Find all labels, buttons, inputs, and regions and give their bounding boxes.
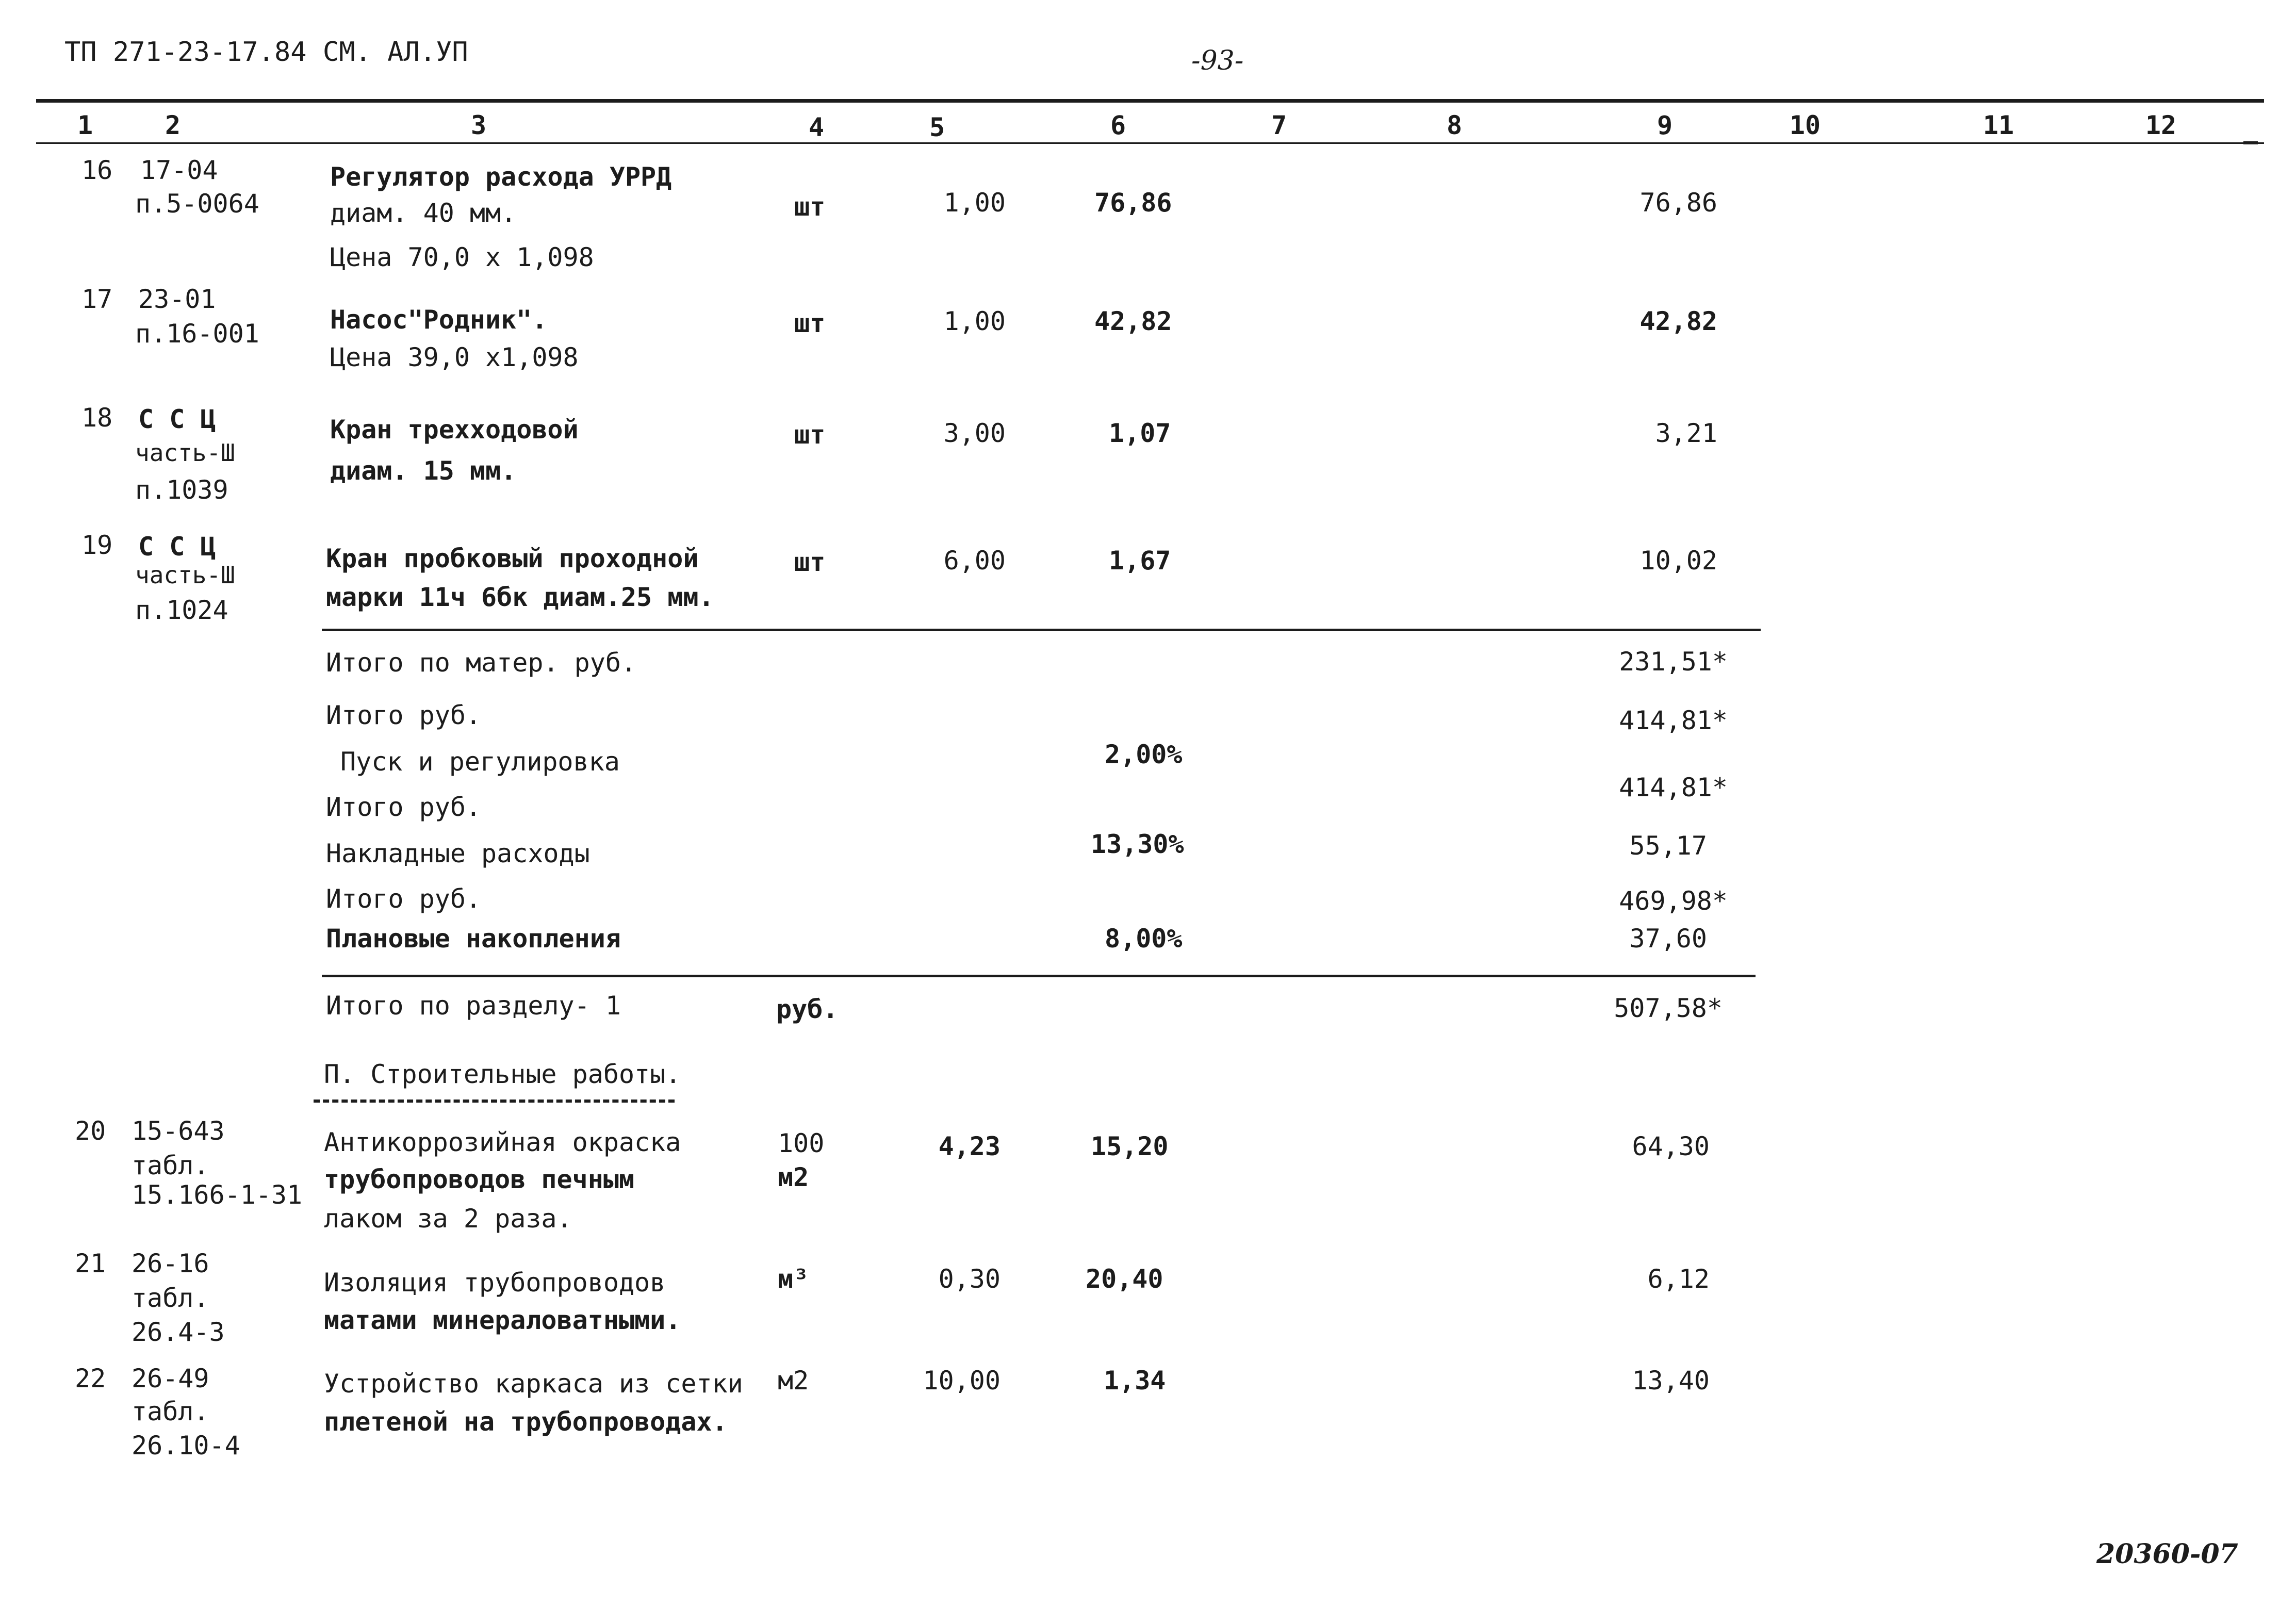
column-header: 6	[1110, 110, 1126, 140]
cell-description: Насос"Родник".	[330, 305, 548, 335]
cell-total: 42,82	[1639, 306, 1717, 336]
section-title: П. Строительные работы.	[324, 1059, 681, 1089]
summary-label: Итого руб.	[326, 700, 482, 730]
summary-total: 414,81*	[1619, 705, 1728, 735]
summary-label: Накладные расходы	[326, 839, 590, 868]
column-header: 4	[808, 112, 825, 142]
cell-code: 15.166-1-31	[132, 1180, 303, 1210]
cell-unit: м³	[778, 1264, 809, 1294]
section-total-unit: руб.	[776, 994, 839, 1024]
summary-label: Итого руб.	[326, 792, 482, 822]
cell-total: 3,21	[1655, 418, 1717, 448]
cell-description: Кран трехходовой	[330, 415, 579, 445]
column-header: 2	[165, 110, 181, 140]
cell-quantity: 6,00	[943, 546, 1006, 576]
cell-description: Регулятор расхода УРРД	[330, 162, 672, 192]
cell-price: 76,86	[1094, 188, 1172, 218]
cell-unit: шт	[794, 192, 826, 222]
cell-code: табл.	[132, 1283, 209, 1313]
summary-label: Пуск и регулировка	[340, 747, 620, 777]
column-header: 9	[1657, 110, 1673, 140]
cell-description: плетеной на трубопроводах.	[324, 1407, 728, 1437]
cell-code: 17-04	[140, 155, 218, 185]
cell-quantity: 3,00	[943, 418, 1006, 448]
cell-description: Цена 39,0 х1,098	[330, 342, 579, 372]
cell-quantity: 0,30	[938, 1264, 1001, 1294]
cell-description: матами минераловатными.	[324, 1305, 681, 1335]
column-header: 7	[1271, 110, 1287, 140]
cell-code: 15-643	[132, 1116, 225, 1146]
cell-code: 26.4-3	[132, 1317, 225, 1347]
row-number: 22	[75, 1364, 106, 1393]
subtotal-rule	[322, 629, 1761, 631]
column-header: 10	[1789, 110, 1821, 140]
row-number: 16	[81, 155, 113, 185]
footer-code: 20360-07	[2096, 1538, 2238, 1570]
cell-code: часть-Ш	[135, 439, 235, 467]
cell-total: 64,30	[1632, 1131, 1710, 1161]
header-underline	[36, 142, 2264, 144]
cell-price: 15,20	[1091, 1131, 1169, 1161]
cell-total: 6,12	[1647, 1264, 1710, 1294]
cell-code: табл.	[132, 1151, 209, 1180]
cell-description: диам. 40 мм.	[330, 198, 517, 228]
page-number: -93-	[1191, 45, 1244, 76]
column-header: 11	[1982, 110, 2014, 140]
column-header: 8	[1446, 110, 1463, 140]
cell-description: трубопроводов печным	[324, 1164, 635, 1194]
row-number: 20	[75, 1116, 106, 1146]
section-total-value: 507,58*	[1614, 993, 1723, 1023]
cell-unit: 100	[778, 1128, 825, 1158]
cell-unit: шт	[794, 420, 826, 450]
cell-quantity: 1,00	[943, 188, 1006, 218]
cell-code: 26-49	[132, 1364, 209, 1393]
cell-code: п.16-001	[135, 319, 259, 349]
summary-total: 231,51*	[1619, 647, 1728, 677]
edge-mark	[2243, 141, 2258, 144]
summary-label: Итого по матер. руб.	[326, 648, 637, 678]
cell-code: 26-16	[132, 1249, 209, 1278]
cell-total: 13,40	[1632, 1366, 1710, 1396]
cell-unit: шт	[794, 547, 826, 577]
cell-quantity: 1,00	[943, 306, 1006, 336]
column-header: 3	[470, 110, 487, 140]
section-total-rule	[322, 975, 1756, 977]
cell-code: С С Ц	[138, 404, 216, 434]
cell-price: 1,34	[1104, 1366, 1166, 1396]
cell-description: Антикоррозийная окраска	[324, 1127, 681, 1157]
cell-code: п.1039	[135, 475, 228, 505]
cell-code: С С Ц	[138, 532, 216, 562]
cell-code: табл.	[132, 1397, 209, 1426]
summary-percent: 13,30%	[1091, 829, 1184, 859]
cell-description: Устройство каркаса из сетки	[324, 1369, 743, 1399]
cell-code: часть-Ш	[135, 561, 235, 589]
row-number: 21	[75, 1249, 106, 1278]
cell-unit: шт	[794, 308, 826, 338]
section-total-label: Итого по разделу- 1	[326, 991, 621, 1021]
cell-unit: м2	[778, 1162, 809, 1192]
cell-description: Изоляция трубопроводов	[324, 1268, 666, 1298]
top-rule	[36, 99, 2264, 103]
cell-quantity: 10,00	[923, 1366, 1001, 1396]
summary-total: 414,81*	[1619, 773, 1728, 802]
summary-percent: 2,00%	[1105, 740, 1183, 769]
column-header: 1	[77, 110, 93, 140]
cell-total: 76,86	[1639, 188, 1717, 218]
cell-price: 1,07	[1109, 418, 1171, 448]
cell-code: п.1024	[135, 595, 228, 625]
cell-description: марки 11ч 6бк диам.25 мм.	[326, 582, 714, 612]
summary-total: 37,60	[1629, 924, 1707, 954]
document-code: ТП 271-23-17.84 СМ. АЛ.УП	[64, 37, 468, 68]
cell-quantity: 4,23	[938, 1131, 1001, 1161]
column-header: 12	[2145, 110, 2177, 140]
cell-price: 42,82	[1094, 306, 1172, 336]
cell-description: лаком за 2 раза.	[324, 1204, 572, 1234]
cell-unit: м2	[778, 1366, 809, 1396]
summary-total: 55,17	[1629, 831, 1707, 861]
summary-label: Плановые накопления	[326, 924, 621, 954]
column-header: 5	[929, 112, 945, 142]
cell-price: 1,67	[1109, 546, 1171, 576]
cell-description: Кран пробковый проходной	[326, 544, 699, 573]
cell-total: 10,02	[1639, 546, 1717, 576]
cell-description: диам. 15 мм.	[330, 456, 517, 486]
cell-code: 26.10-4	[132, 1431, 240, 1461]
summary-percent: 8,00%	[1105, 924, 1183, 954]
section-title-dashed-underline	[314, 1100, 675, 1103]
summary-total: 469,98*	[1619, 886, 1728, 916]
cell-code: п.5-0064	[135, 189, 259, 219]
row-number: 18	[81, 403, 113, 433]
summary-label: Итого руб.	[326, 884, 482, 914]
cell-description: Цена 70,0 х 1,098	[330, 242, 594, 272]
row-number: 19	[81, 530, 113, 560]
cell-code: 23-01	[138, 284, 216, 314]
cell-price: 20,40	[1086, 1264, 1163, 1294]
row-number: 17	[81, 284, 113, 314]
